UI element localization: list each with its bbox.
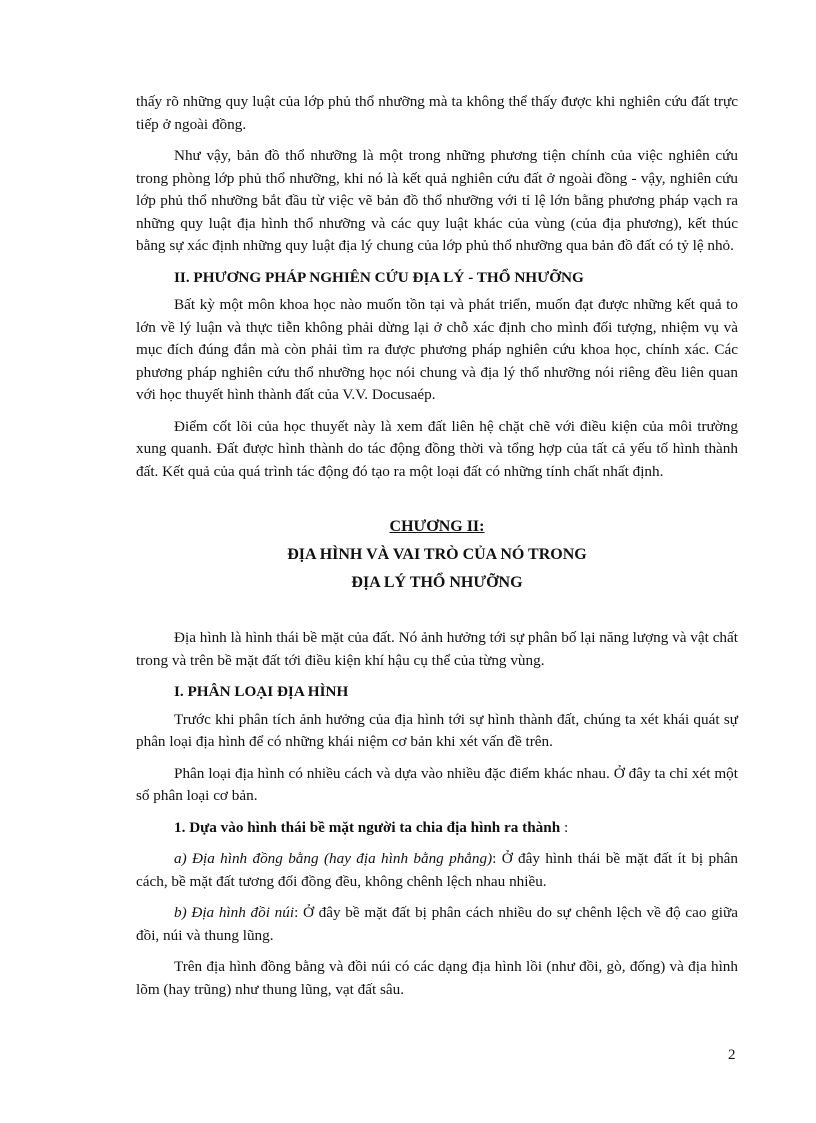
page-content: [136, 91, 738, 1010]
item-hills: [136, 902, 738, 947]
paragraph-core-theory: Điểm cốt lõi của học thuyết này là xem đất liên hệ chặt chẽ với điều kiện của môi trường xung quanh. Đất được hình thành do tác động đồng thời và tổng hợp của tất cả yếu tố hình thành đất. Kết quả của quá trình tác động đó tạo ra một loại đất có những tính chất nhất định.: [136, 417, 738, 480]
subsection-morphology-label: 1. Dựa vào hình thái bề mặt người ta chia địa hình ra thành: [174, 818, 561, 836]
chapter-title-line-1: ĐỊA HÌNH VÀ VAI TRÒ CỦA NÓ TRONG: [287, 546, 587, 563]
page-number: 2: [728, 1047, 736, 1063]
section-heading-classification: I. PHÂN LOẠI ĐỊA HÌNH: [174, 683, 349, 700]
item-plains-text: : Ở đây hình thái bề mặt đất ít bị phân cách, bề mặt đất tương đối đồng đều, không chênh lệch nhau nhiều.: [136, 850, 739, 890]
paragraph-landforms: Trên địa hình đồng bằng và đồi núi có các dạng địa hình lồi (như đồi, gò, đống) và địa hình lõm (hay trũng) như thung lũng, vạt đất sâu.: [136, 958, 738, 998]
item-plains-label: a) Địa hình đồng bằng (hay địa hình bằng phẳng): [174, 850, 493, 867]
paragraph-classification-overview: Trước khi phân tích ảnh hưởng của địa hình tới sự hình thành đất, chúng ta xét khái quát sự phân loại địa hình để có những khái niệm cơ bản khi xét vấn đề trên.: [136, 710, 738, 750]
item-hills-text: : Ở đây bề mặt đất bị phân cách nhiều do sự chênh lệch về độ cao giữa đồi, núi và thung lũng.: [136, 904, 739, 944]
paragraph-terrain-intro: Địa hình là hình thái bề mặt của đất. Nó ảnh hưởng tới sự phân bố lại năng lượng và vật chất trong và trên bề mặt đất tới điều kiện khí hậu cụ thể của từng vùng.: [136, 629, 738, 669]
item-hills-label: b) Địa hình đồi núi: [174, 904, 295, 921]
chapter-label: CHƯƠNG II:: [389, 518, 485, 535]
paragraph-soil-map: Như vậy, bản đồ thổ nhưỡng là một trong những phương tiện chính của việc nghiên cứu trong phòng lớp phủ thổ nhưỡng, khi nó là kết quả nghiên cứu đất ở ngoài đồng - vậy, nghiên cứu lớp phủ thổ nhưỡng bắt đầu từ việc vẽ bản đồ thổ nhưỡng với tỉ lệ lớn bằng phương pháp vạch ra những quy luật địa hình thổ nhưỡng và các quy luật khác của vùng (của địa phương), kết thúc bằng sự xác định những quy luật địa lý chung của lớp phủ thổ nhưỡng qua bản đồ đất có tỷ lệ nhỏ.: [136, 147, 738, 254]
paragraph-continuation: thấy rõ những quy luật của lớp phủ thổ nhưỡng mà ta không thể thấy được khi nghiên cứu đất trực tiếp ở ngoài đồng.: [136, 93, 738, 133]
subsection-morphology-colon: :: [560, 818, 569, 836]
paragraph-methods: Bất kỳ một môn khoa học nào muốn tồn tại và phát triển, muốn đạt được những kết quả to lớn về lý luận và thực tiễn không phải dừng lại ở chỗ xác định cho mình đối tượng, nhiệm vụ và mục đích đúng đắn mà còn phải tìm ra được phương pháp nghiên cứu khoa học, chính xác. Các phương pháp nghiên cứu thổ nhưỡng học nói chung và địa lý thổ nhưỡng nói riêng đều liên quan với học thuyết hình thành đất của V.V. Docusaép.: [136, 296, 738, 403]
section-heading-methods: II. PHƯƠNG PHÁP NGHIÊN CỨU ĐỊA LÝ - THỔ NHƯỠNG: [174, 268, 584, 286]
chapter-title-line-2: ĐỊA LÝ THỔ NHƯỠNG: [351, 574, 523, 591]
subsection-morphology: [136, 817, 738, 840]
paragraph-classification-methods: Phân loại địa hình có nhiều cách và dựa vào nhiều đặc điểm khác nhau. Ở đây ta chỉ xét một số phân loại cơ bản.: [136, 764, 738, 804]
item-plains: [136, 848, 738, 893]
